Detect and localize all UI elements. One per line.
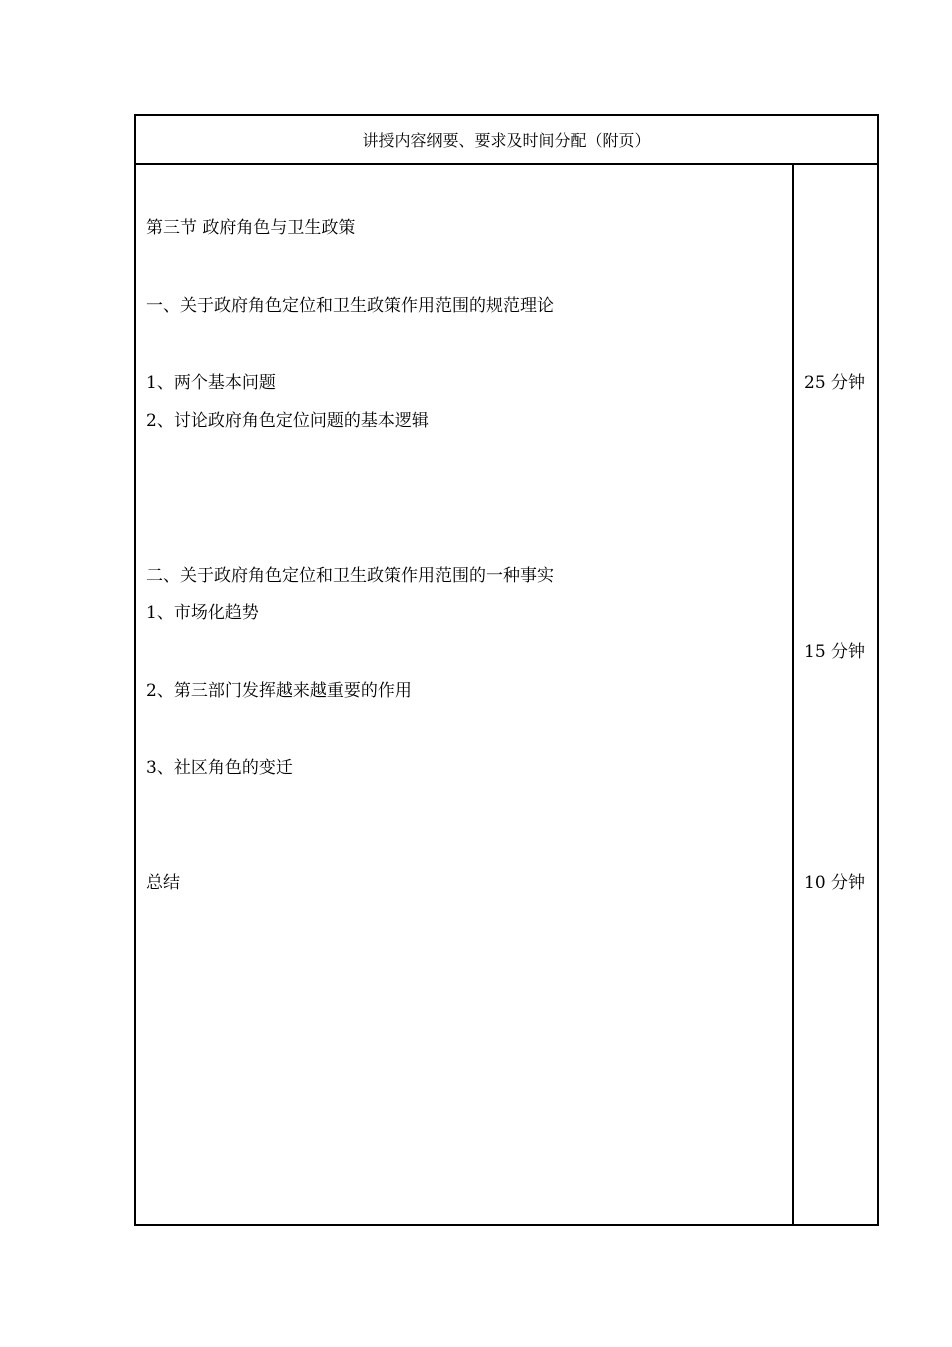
table-header-title: 讲授内容纲要、要求及时间分配（附页）	[362, 131, 651, 150]
part1-item-2: 2、讨论政府角色定位问题的基本逻辑	[146, 411, 429, 431]
part1-item-1: 1、两个基本问题	[146, 373, 276, 393]
table-header	[136, 116, 877, 165]
part2-item-2: 2、第三部门发挥越来越重要的作用	[146, 681, 412, 701]
part2-item-1: 1、市场化趋势	[146, 603, 259, 623]
time-summary: 10 分钟	[804, 873, 866, 893]
lecture-outline-table	[134, 114, 879, 1226]
section-title: 第三节 政府角色与卫生政策	[146, 218, 356, 238]
column-divider	[792, 165, 794, 1224]
summary-label: 总结	[146, 873, 180, 893]
time-part1: 25 分钟	[804, 373, 866, 393]
time-part2: 15 分钟	[804, 642, 866, 662]
part1-heading: 一、关于政府角色定位和卫生政策作用范围的规范理论	[146, 296, 554, 316]
part2-heading: 二、关于政府角色定位和卫生政策作用范围的一种事实	[146, 566, 554, 586]
part2-item-3: 3、社区角色的变迁	[146, 758, 293, 778]
